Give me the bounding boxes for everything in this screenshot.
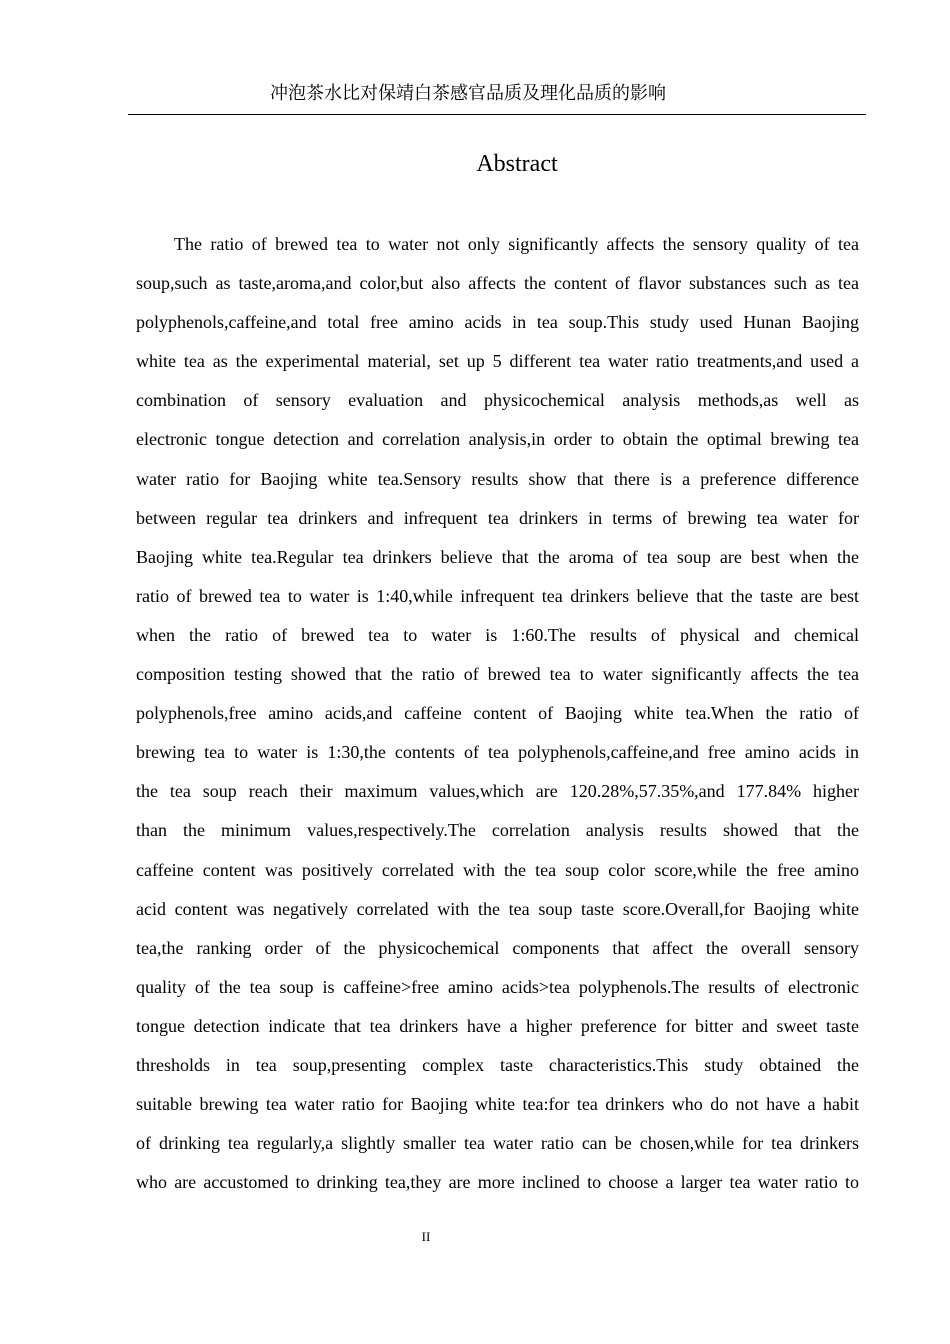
abstract-line: soup,such as taste,aroma,and color,but also affects the content of flavor substances such as tea	[136, 273, 859, 294]
abstract-line: the tea soup reach their maximum values,which are 120.28%,57.35%,and 177.84% higher	[136, 781, 859, 802]
abstract-line: polyphenols,caffeine,and total free amino acids in tea soup.This study used Hunan Baojing	[136, 312, 859, 333]
abstract-line: tea,the ranking order of the physicochemical components that affect the overall sensory	[136, 937, 859, 958]
abstract-line: caffeine content was positively correlated with the tea soup color score,while the free amino	[136, 859, 859, 880]
abstract-line: tongue detection indicate that tea drinkers have a higher preference for bitter and sweet taste	[136, 1015, 859, 1036]
abstract-line: quality of the tea soup is caffeine>free amino acids>tea polyphenols.The results of electronic	[136, 976, 859, 997]
running-header-title: 冲泡茶水比对保靖白茶感官品质及理化品质的影响	[270, 83, 666, 104]
abstract-line: suitable brewing tea water ratio for Baojing white tea:for tea drinkers who do not have a habit	[136, 1094, 859, 1115]
abstract-paragraph	[136, 225, 859, 1202]
abstract-line: The ratio of brewed tea to water not only significantly affects the sensory quality of tea	[174, 234, 859, 254]
abstract-line: when the ratio of brewed tea to water is 1:60.The results of physical and chemical	[136, 624, 859, 645]
abstract-line: water ratio for Baojing white tea.Sensory results show that there is a preference difference	[136, 468, 859, 489]
abstract-heading: Abstract	[476, 151, 558, 177]
abstract-line: of drinking tea regularly,a slightly smaller tea water ratio can be chosen,while for tea drinkers	[136, 1133, 859, 1154]
page-number: II	[421, 1229, 431, 1244]
abstract-line: who are accustomed to drinking tea,they are more inclined to choose a larger tea water ratio to	[136, 1172, 859, 1193]
abstract-line: composition testing showed that the ratio of brewed tea to water significantly affects the tea	[136, 664, 859, 685]
abstract-line: between regular tea drinkers and infrequent tea drinkers in terms of brewing tea water for	[136, 507, 859, 528]
abstract-line: acid content was negatively correlated with the tea soup taste score.Overall,for Baojing white	[136, 898, 859, 919]
abstract-line: polyphenols,free amino acids,and caffeine content of Baojing white tea.When the ratio of	[136, 703, 859, 724]
abstract-line: white tea as the experimental material, set up 5 different tea water ratio treatments,and used a	[136, 351, 859, 372]
abstract-line: ratio of brewed tea to water is 1:40,while infrequent tea drinkers believe that the taste are best	[136, 585, 859, 606]
header-rule	[128, 114, 866, 115]
abstract-line: Baojing white tea.Regular tea drinkers believe that the aroma of tea soup are best when the	[136, 546, 859, 567]
abstract-line: brewing tea to water is 1:30,the contents of tea polyphenols,caffeine,and free amino acids in	[136, 742, 859, 763]
abstract-line: thresholds in tea soup,presenting complex taste characteristics.This study obtained the	[136, 1054, 859, 1075]
abstract-line: than the minimum values,respectively.The correlation analysis results showed that the	[136, 820, 859, 841]
abstract-line: electronic tongue detection and correlation analysis,in order to obtain the optimal brewing tea	[136, 429, 859, 450]
abstract-line: combination of sensory evaluation and physicochemical analysis methods,as well as	[136, 390, 859, 411]
